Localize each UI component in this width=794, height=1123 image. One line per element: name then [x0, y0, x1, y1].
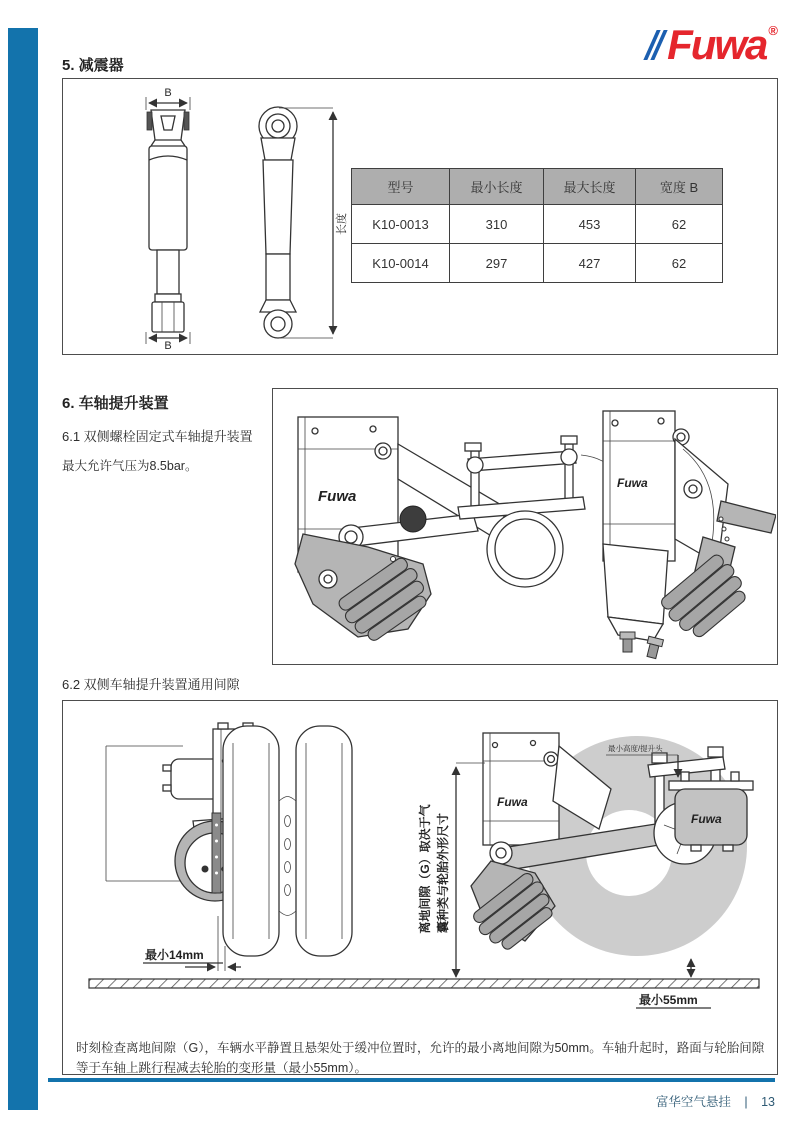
shock-absorber-drawing [93, 84, 363, 350]
section6-heading: 6. 车轴提升装置 [62, 395, 169, 412]
cell-max-length: 427 [544, 244, 636, 283]
table-header-row [352, 169, 723, 205]
col-header-model: 型号 [352, 169, 450, 205]
col-header-max-length: 最大长度 [544, 169, 636, 205]
ground-line [89, 979, 759, 988]
dim-label-b-bottom: B [164, 340, 172, 350]
registered-mark-icon: ® [768, 23, 778, 38]
drawing-brand-mark: Fuwa [318, 488, 357, 505]
axle-lift-device-drawing [273, 389, 776, 663]
tire [296, 726, 352, 956]
table-row [352, 244, 723, 283]
dim-label-b-top: B [164, 87, 172, 99]
cell-min-length: 297 [450, 244, 544, 283]
logo-wordmark: Fuwa [667, 21, 767, 68]
loose-bolt-icon [620, 632, 635, 652]
footer-page-number: 13 [761, 1095, 775, 1109]
tire [223, 726, 279, 956]
lift-roller-pad [658, 551, 754, 644]
shock-absorber-spec-table [351, 168, 723, 283]
lift-clearance-drawing [63, 701, 776, 1023]
section6-1-figure-box [272, 388, 778, 665]
footer-separator: | [744, 1095, 748, 1109]
footer-doc-title: 富华空气悬挂 [655, 1095, 731, 1109]
drawing-brand-mark: Fuwa [691, 812, 722, 826]
cell-min-length: 310 [450, 205, 544, 244]
section6-2-title: 6.2 双侧车轴提升装置通用间隙 [62, 677, 240, 692]
cell-model: K10-0013 [352, 205, 450, 244]
footer-rule [48, 1078, 775, 1082]
section6-2-figure-box [62, 700, 778, 1075]
fuwa-logo [650, 21, 778, 68]
logo-slashes-icon [650, 30, 664, 60]
section5-heading: 5. 减震器 [62, 57, 124, 74]
clearance-note-line2: 囊种类与轮胎外形尺寸 [436, 812, 450, 934]
section6-1-title: 6.1 双侧螺栓固定式车轴提升装置 [62, 429, 253, 444]
clearance-note-line1: 离地间隙（G）取决于气 [418, 804, 432, 934]
dim-label-length: 长度 [336, 213, 348, 235]
drawing-brand-mark: Fuwa [617, 476, 648, 490]
cell-width-b: 62 [636, 244, 723, 283]
left-accent-bar [8, 28, 38, 1110]
min-side-gap-label: 最小14mm [145, 948, 204, 962]
cell-max-length: 453 [544, 205, 636, 244]
min-ground-gap-label: 最小55mm [639, 993, 698, 1007]
section6-2-note: 时刻检查离地间隙（G），车辆水平静置且悬架处于缓冲位置时，允许的最小离地间隙为50mm。车轴升起时，路面与轮胎间隙等于车轴上跳行程减去轮胎的变形量（最小55mm）。 [76, 1040, 765, 1076]
drawing-brand-mark: Fuwa [497, 795, 528, 809]
cell-width-b: 62 [636, 205, 723, 244]
col-header-min-length: 最小长度 [450, 169, 544, 205]
col-header-width-b: 宽度 B [636, 169, 723, 205]
table-row [352, 205, 723, 244]
section6-1-pressure-note: 最大允许气压为8.5bar。 [62, 459, 198, 473]
page-footer [656, 1092, 775, 1110]
min-height-label: 最小高度/提升头 [608, 744, 663, 753]
cell-model: K10-0014 [352, 244, 450, 283]
section5-figure-box [62, 78, 778, 355]
